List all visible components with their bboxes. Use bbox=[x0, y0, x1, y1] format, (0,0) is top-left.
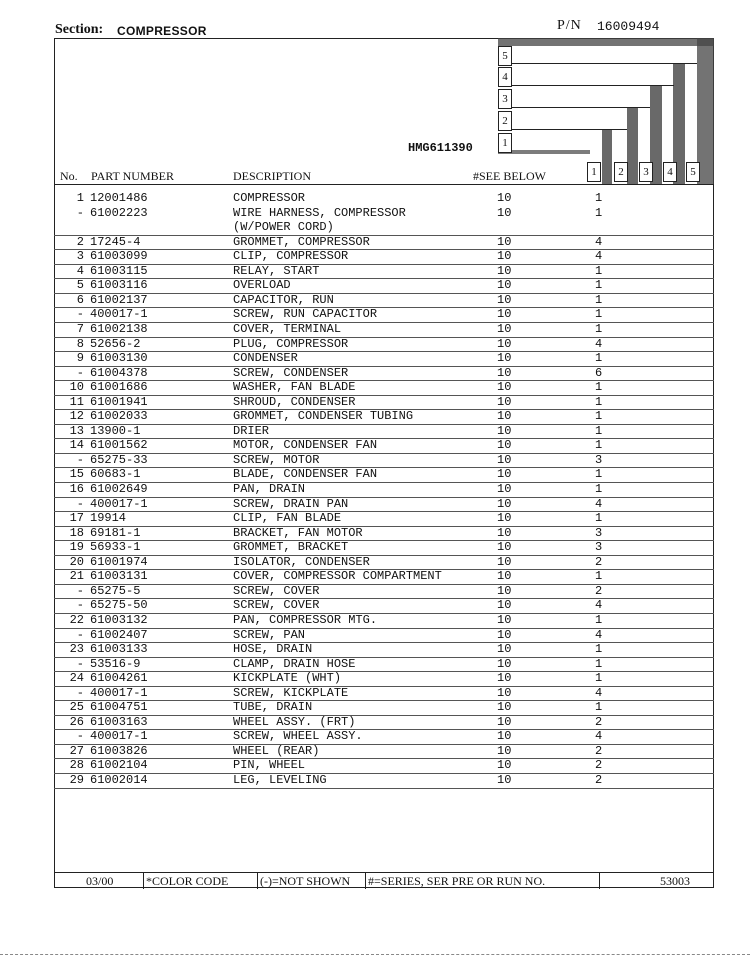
col-no-header: No. bbox=[60, 169, 78, 183]
row-item-number: 22 bbox=[69, 612, 84, 627]
table-row bbox=[54, 744, 714, 760]
row-part-number: 61001562 bbox=[90, 438, 148, 453]
row-quantity: 1 bbox=[595, 394, 603, 409]
row-quantity: 1 bbox=[595, 467, 603, 482]
row-description: ISOLATOR, CONDENSER bbox=[233, 554, 370, 569]
row-item-number: - bbox=[76, 496, 84, 511]
table-row bbox=[54, 642, 714, 658]
table-row bbox=[54, 293, 714, 309]
series-row-1: 1 bbox=[498, 133, 512, 153]
row-item-number: 9 bbox=[76, 351, 84, 366]
row-item-number: 14 bbox=[69, 438, 84, 453]
row-description: WHEEL (REAR) bbox=[233, 743, 320, 758]
table-row bbox=[54, 351, 714, 367]
row-part-number: 12001486 bbox=[90, 191, 148, 205]
table-row bbox=[54, 264, 714, 280]
row-description: SCREW, COVER bbox=[233, 583, 320, 598]
row-description: CAPACITOR, RUN bbox=[233, 292, 334, 307]
table-row bbox=[54, 758, 714, 774]
row-see-below: 10 bbox=[497, 773, 512, 787]
row-see-below: 10 bbox=[497, 729, 512, 744]
row-see-below: 10 bbox=[497, 336, 512, 351]
table-row bbox=[54, 220, 714, 236]
table-row bbox=[54, 540, 714, 556]
row-see-below: 10 bbox=[497, 554, 512, 569]
row-description: PAN, COMPRESSOR MTG. bbox=[233, 612, 378, 627]
row-item-number: 5 bbox=[76, 278, 84, 293]
row-see-below: 10 bbox=[497, 394, 512, 409]
footer-bar bbox=[54, 872, 714, 889]
row-part-number: 61002138 bbox=[90, 321, 148, 336]
row-item-number: 12 bbox=[69, 409, 84, 424]
row-description: SCREW, WHEEL ASSY. bbox=[233, 729, 363, 744]
row-part-number: 53516-9 bbox=[90, 656, 141, 671]
row-quantity: 1 bbox=[595, 191, 603, 205]
row-description: PAN, DRAIN bbox=[233, 482, 306, 496]
row-see-below: 10 bbox=[497, 671, 512, 686]
row-part-number: 52656-2 bbox=[90, 336, 141, 351]
row-see-below: 10 bbox=[497, 627, 512, 642]
row-description: MOTOR, CONDENSER FAN bbox=[233, 438, 378, 453]
row-quantity: 4 bbox=[595, 336, 603, 351]
row-description: LEG, LEVELING bbox=[233, 773, 327, 787]
table-row bbox=[54, 191, 714, 206]
row-item-number: 8 bbox=[76, 336, 84, 351]
row-description: SCREW, DRAIN PAN bbox=[233, 496, 349, 511]
part-number-label: P/N bbox=[557, 18, 582, 33]
row-part-number: 61003131 bbox=[90, 569, 148, 584]
row-description: DRIER bbox=[233, 423, 270, 438]
section-label: Section: bbox=[55, 22, 104, 37]
row-quantity: 1 bbox=[595, 380, 603, 395]
row-item-number: 16 bbox=[69, 482, 84, 496]
row-quantity: 4 bbox=[595, 234, 603, 249]
row-description: PIN, WHEEL bbox=[233, 758, 306, 773]
row-quantity: 2 bbox=[595, 758, 603, 773]
header-rule bbox=[54, 184, 714, 185]
row-see-below: 10 bbox=[497, 234, 512, 249]
table-row bbox=[54, 453, 714, 469]
row-part-number: 61004261 bbox=[90, 671, 148, 686]
table-row bbox=[54, 686, 714, 702]
row-see-below: 10 bbox=[497, 409, 512, 424]
row-part-number: 61002223 bbox=[90, 205, 148, 220]
row-quantity: 2 bbox=[595, 583, 603, 598]
row-part-number: 61002033 bbox=[90, 409, 148, 424]
row-quantity: 1 bbox=[595, 642, 603, 657]
row-see-below: 10 bbox=[497, 278, 512, 293]
row-item-number: 28 bbox=[69, 758, 84, 773]
row-quantity: 1 bbox=[595, 511, 603, 526]
row-item-number: 21 bbox=[69, 569, 84, 584]
row-description: CLIP, COMPRESSOR bbox=[233, 249, 349, 264]
row-see-below: 10 bbox=[497, 612, 512, 627]
table-row bbox=[54, 467, 714, 483]
row-description: OVERLOAD bbox=[233, 278, 291, 293]
row-item-number: 2 bbox=[76, 234, 84, 249]
row-part-number: 13900-1 bbox=[90, 423, 141, 438]
footer-page-number: 53003 bbox=[660, 874, 690, 888]
row-quantity: 4 bbox=[595, 627, 603, 642]
row-item-number: 1 bbox=[76, 191, 84, 205]
row-part-number: 61001686 bbox=[90, 380, 148, 395]
row-see-below: 10 bbox=[497, 438, 512, 453]
row-description: SCREW, KICKPLATE bbox=[233, 685, 349, 700]
row-see-below: 10 bbox=[497, 452, 512, 467]
row-description: WASHER, FAN BLADE bbox=[233, 380, 356, 395]
row-see-below: 10 bbox=[497, 685, 512, 700]
row-see-below: 10 bbox=[497, 263, 512, 278]
row-see-below: 10 bbox=[497, 758, 512, 773]
row-part-number: 400017-1 bbox=[90, 685, 148, 700]
row-see-below: 10 bbox=[497, 642, 512, 657]
row-item-number: 3 bbox=[76, 249, 84, 264]
row-see-below: 10 bbox=[497, 700, 512, 715]
row-quantity: 1 bbox=[595, 438, 603, 453]
row-quantity: 4 bbox=[595, 496, 603, 511]
row-see-below: 10 bbox=[497, 351, 512, 366]
row-see-below: 10 bbox=[497, 743, 512, 758]
row-part-number: 61002014 bbox=[90, 773, 148, 787]
row-part-number: 61003132 bbox=[90, 612, 148, 627]
series-col-4: 4 bbox=[663, 162, 677, 182]
table-row bbox=[54, 409, 714, 425]
row-quantity: 2 bbox=[595, 743, 603, 758]
col-part-number-header: PART NUMBER bbox=[91, 169, 174, 183]
row-item-number: 24 bbox=[69, 671, 84, 686]
row-description: CLAMP, DRAIN HOSE bbox=[233, 656, 356, 671]
row-description: COMPRESSOR bbox=[233, 191, 306, 205]
row-part-number: 61001941 bbox=[90, 394, 148, 409]
table-row bbox=[54, 380, 714, 396]
row-quantity: 1 bbox=[595, 671, 603, 686]
row-see-below: 10 bbox=[497, 321, 512, 336]
row-part-number: 61002137 bbox=[90, 292, 148, 307]
series-col-1: 1 bbox=[587, 162, 601, 182]
table-row bbox=[54, 482, 714, 498]
row-quantity: 6 bbox=[595, 365, 603, 380]
table-row bbox=[54, 337, 714, 353]
table-row bbox=[54, 438, 714, 454]
row-see-below: 10 bbox=[497, 307, 512, 322]
row-description: SCREW, PAN bbox=[233, 627, 306, 642]
row-item-number: 17 bbox=[69, 511, 84, 526]
row-see-below: 10 bbox=[497, 656, 512, 671]
row-part-number: 17245-4 bbox=[90, 234, 141, 249]
row-part-number: 61004378 bbox=[90, 365, 148, 380]
row-description: GROMMET, CONDENSER TUBING bbox=[233, 409, 414, 424]
row-quantity: 3 bbox=[595, 540, 603, 555]
row-part-number: 61002407 bbox=[90, 627, 148, 642]
series-col-3: 3 bbox=[639, 162, 653, 182]
row-item-number: 6 bbox=[76, 292, 84, 307]
table-row bbox=[54, 729, 714, 745]
table-row bbox=[54, 206, 714, 221]
row-item-number: 18 bbox=[69, 525, 84, 540]
table-row bbox=[54, 700, 714, 716]
table-row bbox=[54, 424, 714, 440]
row-description: SCREW, COVER bbox=[233, 598, 320, 613]
table-row bbox=[54, 657, 714, 673]
model-number: HMG611390 bbox=[408, 141, 473, 155]
row-quantity: 1 bbox=[595, 351, 603, 366]
row-item-number: - bbox=[76, 656, 84, 671]
row-quantity: 1 bbox=[595, 423, 603, 438]
row-item-number: - bbox=[76, 685, 84, 700]
row-part-number: 61003115 bbox=[90, 263, 148, 278]
row-see-below: 10 bbox=[497, 423, 512, 438]
row-description: PLUG, COMPRESSOR bbox=[233, 336, 349, 351]
row-description: SCREW, RUN CAPACITOR bbox=[233, 307, 378, 322]
row-part-number: 61003133 bbox=[90, 642, 148, 657]
col-description-header: DESCRIPTION bbox=[233, 169, 312, 183]
row-description: (W/POWER CORD) bbox=[233, 220, 334, 235]
table-row bbox=[54, 526, 714, 542]
table-row bbox=[54, 773, 714, 789]
row-description: BRACKET, FAN MOTOR bbox=[233, 525, 363, 540]
row-item-number: 25 bbox=[69, 700, 84, 715]
table-row bbox=[54, 584, 714, 600]
row-quantity: 2 bbox=[595, 714, 603, 729]
row-see-below: 10 bbox=[497, 511, 512, 526]
row-item-number: 26 bbox=[69, 714, 84, 729]
row-item-number: 19 bbox=[69, 540, 84, 555]
row-quantity: 3 bbox=[595, 525, 603, 540]
section-value: COMPRESSOR bbox=[117, 24, 207, 38]
table-row bbox=[54, 628, 714, 644]
row-description: WHEEL ASSY. (FRT) bbox=[233, 714, 356, 729]
row-item-number: 27 bbox=[69, 743, 84, 758]
series-col-5: 5 bbox=[686, 162, 700, 182]
row-see-below: 10 bbox=[497, 540, 512, 555]
row-description: GROMMET, BRACKET bbox=[233, 540, 349, 555]
row-description: HOSE, DRAIN bbox=[233, 642, 313, 657]
row-description: CONDENSER bbox=[233, 351, 298, 366]
row-part-number: 61003826 bbox=[90, 743, 148, 758]
row-quantity: 1 bbox=[595, 409, 603, 424]
row-part-number: 69181-1 bbox=[90, 525, 141, 540]
row-part-number: 61003099 bbox=[90, 249, 148, 264]
row-part-number: 61003116 bbox=[90, 278, 148, 293]
row-part-number: 60683-1 bbox=[90, 467, 141, 482]
row-item-number: 20 bbox=[69, 554, 84, 569]
row-description: COVER, COMPRESSOR COMPARTMENT bbox=[233, 569, 442, 584]
table-row bbox=[54, 497, 714, 513]
row-item-number: - bbox=[76, 627, 84, 642]
table-row bbox=[54, 395, 714, 411]
row-part-number: 400017-1 bbox=[90, 729, 148, 744]
row-quantity: 1 bbox=[595, 321, 603, 336]
row-description: BLADE, CONDENSER FAN bbox=[233, 467, 378, 482]
footer-color-code: *COLOR CODE bbox=[146, 874, 229, 888]
row-see-below: 10 bbox=[497, 191, 512, 205]
row-part-number: 61003163 bbox=[90, 714, 148, 729]
row-item-number: - bbox=[76, 452, 84, 467]
row-see-below: 10 bbox=[497, 205, 512, 220]
row-part-number: 56933-1 bbox=[90, 540, 141, 555]
table-row bbox=[54, 249, 714, 265]
footer-not-shown: (-)=NOT SHOWN bbox=[260, 874, 351, 888]
row-see-below: 10 bbox=[497, 598, 512, 613]
row-item-number: 13 bbox=[69, 423, 84, 438]
row-item-number: 23 bbox=[69, 642, 84, 657]
series-col-2: 2 bbox=[614, 162, 628, 182]
row-part-number: 65275-5 bbox=[90, 583, 141, 598]
row-description: TUBE, DRAIN bbox=[233, 700, 313, 715]
row-description: SHROUD, CONDENSER bbox=[233, 394, 356, 409]
row-see-below: 10 bbox=[497, 467, 512, 482]
table-row bbox=[54, 569, 714, 585]
row-quantity: 2 bbox=[595, 554, 603, 569]
row-description: SCREW, CONDENSER bbox=[233, 365, 349, 380]
row-see-below: 10 bbox=[497, 583, 512, 598]
table-row bbox=[54, 511, 714, 527]
table-row bbox=[54, 322, 714, 338]
row-quantity: 4 bbox=[595, 685, 603, 700]
row-see-below: 10 bbox=[497, 569, 512, 584]
row-item-number: 4 bbox=[76, 263, 84, 278]
row-description: KICKPLATE (WHT) bbox=[233, 671, 342, 686]
table-row bbox=[54, 307, 714, 323]
series-row-3: 3 bbox=[498, 89, 512, 109]
row-part-number: 61001974 bbox=[90, 554, 148, 569]
row-quantity: 1 bbox=[595, 263, 603, 278]
footer-date: 03/00 bbox=[86, 874, 114, 888]
row-part-number: 61002104 bbox=[90, 758, 148, 773]
row-quantity: 4 bbox=[595, 729, 603, 744]
row-item-number: 11 bbox=[69, 394, 84, 409]
row-description: WIRE HARNESS, COMPRESSOR bbox=[233, 205, 406, 220]
row-quantity: 3 bbox=[595, 452, 603, 467]
row-item-number: 10 bbox=[69, 380, 84, 395]
row-see-below: 10 bbox=[497, 496, 512, 511]
part-number-value: 16009494 bbox=[597, 19, 660, 34]
row-item-number: - bbox=[76, 307, 84, 322]
row-part-number: 65275-50 bbox=[90, 598, 148, 613]
table-row bbox=[54, 555, 714, 571]
row-item-number: - bbox=[76, 365, 84, 380]
row-description: GROMMET, COMPRESSOR bbox=[233, 234, 370, 249]
series-row-4: 4 bbox=[498, 67, 512, 87]
row-quantity: 1 bbox=[595, 307, 603, 322]
row-quantity: 4 bbox=[595, 598, 603, 613]
row-quantity: 4 bbox=[595, 249, 603, 264]
row-item-number: - bbox=[76, 583, 84, 598]
page-bottom-edge bbox=[0, 954, 750, 955]
table-row bbox=[54, 715, 714, 731]
table-row bbox=[54, 613, 714, 629]
row-description: RELAY, START bbox=[233, 263, 320, 278]
row-description: COVER, TERMINAL bbox=[233, 321, 342, 336]
row-quantity: 1 bbox=[595, 656, 603, 671]
table-row bbox=[54, 598, 714, 614]
row-item-number: - bbox=[76, 205, 84, 220]
row-part-number: 19914 bbox=[90, 511, 127, 526]
table-row bbox=[54, 235, 714, 251]
series-diagram bbox=[490, 38, 714, 184]
row-quantity: 1 bbox=[595, 205, 603, 220]
footer-series-note: #=SERIES, SER PRE OR RUN NO. bbox=[368, 874, 546, 888]
row-part-number: 61002649 bbox=[90, 482, 148, 496]
row-part-number: 400017-1 bbox=[90, 496, 148, 511]
row-quantity: 2 bbox=[595, 773, 603, 787]
row-see-below: 10 bbox=[497, 292, 512, 307]
col-see-below-header: #SEE BELOW bbox=[473, 169, 546, 183]
row-see-below: 10 bbox=[497, 714, 512, 729]
row-part-number: 61004751 bbox=[90, 700, 148, 715]
row-see-below: 10 bbox=[497, 525, 512, 540]
row-quantity: 1 bbox=[595, 700, 603, 715]
row-part-number: 65275-33 bbox=[90, 452, 148, 467]
row-item-number: 7 bbox=[76, 321, 84, 336]
row-item-number: - bbox=[76, 729, 84, 744]
row-quantity: 1 bbox=[595, 569, 603, 584]
series-row-5: 5 bbox=[498, 46, 512, 66]
row-quantity: 1 bbox=[595, 292, 603, 307]
series-row-2: 2 bbox=[498, 111, 512, 131]
row-item-number: - bbox=[76, 598, 84, 613]
row-item-number: 15 bbox=[69, 467, 84, 482]
table-row bbox=[54, 671, 714, 687]
row-quantity: 1 bbox=[595, 278, 603, 293]
table-row bbox=[54, 366, 714, 382]
row-see-below: 10 bbox=[497, 380, 512, 395]
row-item-number: 29 bbox=[69, 773, 84, 787]
table-row bbox=[54, 278, 714, 294]
row-description: CLIP, FAN BLADE bbox=[233, 511, 342, 526]
row-see-below: 10 bbox=[497, 482, 512, 496]
row-quantity: 1 bbox=[595, 482, 603, 496]
row-part-number: 400017-1 bbox=[90, 307, 148, 322]
row-description: SCREW, MOTOR bbox=[233, 452, 320, 467]
row-see-below: 10 bbox=[497, 249, 512, 264]
row-quantity: 1 bbox=[595, 612, 603, 627]
row-see-below: 10 bbox=[497, 365, 512, 380]
row-part-number: 61003130 bbox=[90, 351, 148, 366]
